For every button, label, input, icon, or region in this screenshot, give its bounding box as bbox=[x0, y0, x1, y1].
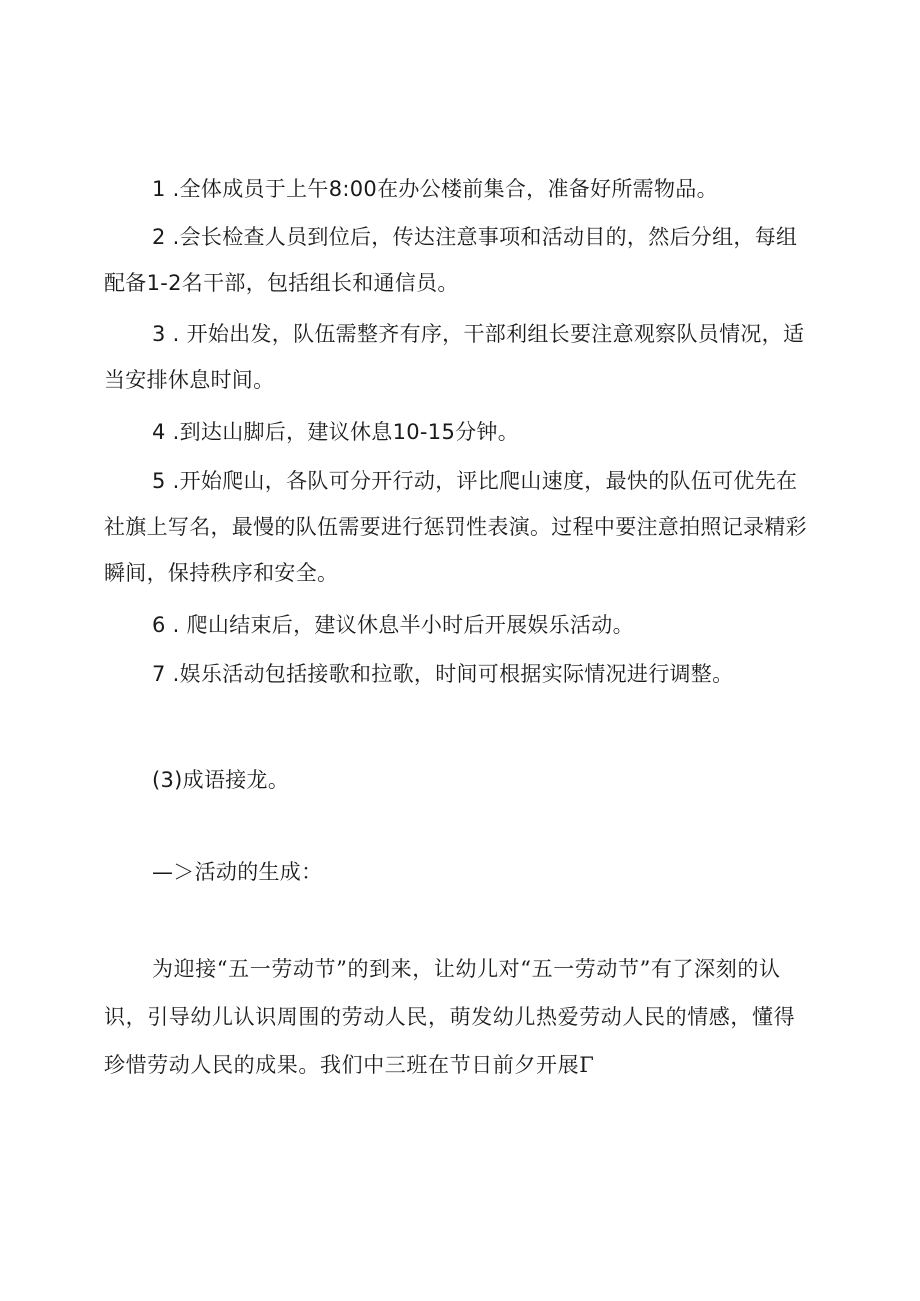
step-5: 5 .开始爬山，各队可分开行动，评比爬山速度，最快的队伍可优先在社旗上写名，最慢的队伍需要进行惩罚性表演。过程中要注意拍照记录精彩瞬间，保持秩序和安全。 bbox=[104, 469, 807, 585]
section-3-heading: (3)成语接龙。 bbox=[152, 768, 290, 792]
activity-generation-heading: —＞活动的生成： bbox=[152, 860, 323, 884]
step-3: 3 . 开始出发，队伍需整齐有序，干部利组长要注意观察队员情况，适当安排休息时间。 bbox=[104, 322, 805, 392]
step-4: 4 .到达山脚后，建议休息10-15分钟。 bbox=[152, 420, 520, 444]
step-1: 1 .全体成员于上午8:00在办公楼前集合，准备好所需物品。 bbox=[152, 177, 718, 201]
step-2: 2 .会长检查人员到位后，传达注意事项和活动目的，然后分组，每组配备1-2名干部，包括组长和通信员。 bbox=[104, 225, 798, 295]
step-6: 6 . 爬山结束后，建议休息半小时后开展娱乐活动。 bbox=[152, 613, 634, 637]
step-7: 7 .娱乐活动包括接歌和拉歌，时间可根据实际情况进行调整。 bbox=[152, 662, 734, 686]
intro-paragraph: 为迎接“五一劳动节”的到来，让幼儿对“五一劳动节”有了深刻的认识，引导幼儿认识周围的劳动人民，萌发幼儿热爱劳动人民的情感，懂得珍惜劳动人民的成果。我们中三班在节日前夕开展Γ bbox=[104, 957, 796, 1077]
